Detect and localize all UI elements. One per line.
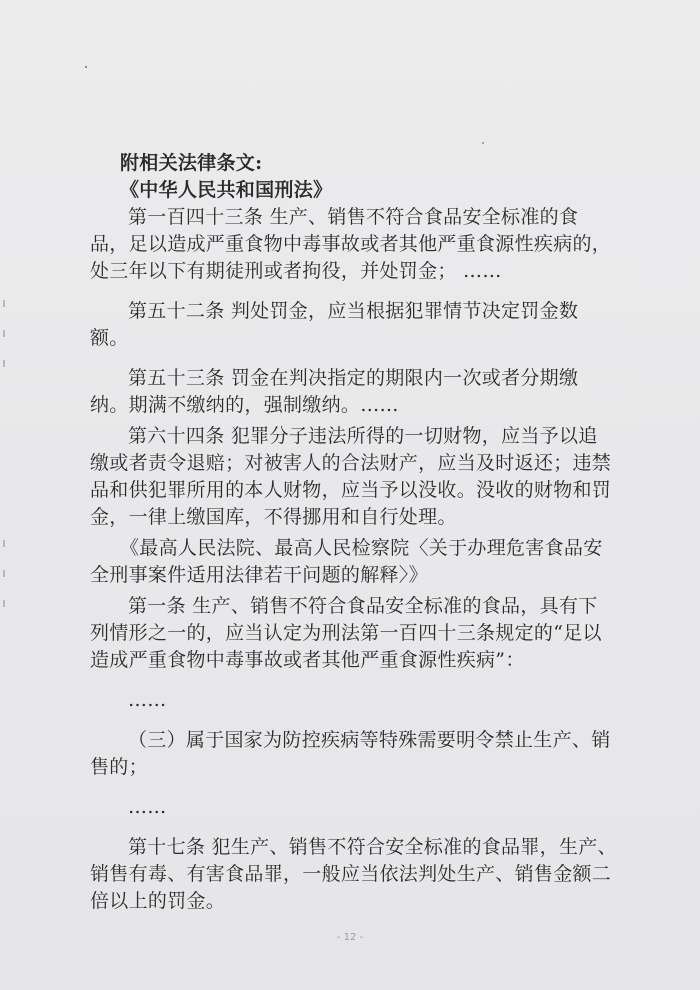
page-number: - 12 -: [336, 932, 364, 943]
paragraph-line: （三）属于国家为防控疾病等特殊需要明令禁止生产、销: [128, 729, 611, 751]
paragraph-line: 额。: [90, 327, 129, 349]
attachment-heading: 附相关法律条文:: [120, 152, 263, 174]
paragraph-line: 第一条 生产、销售不符合食品安全标准的食品，具有下: [128, 595, 598, 617]
article-17: [90, 834, 617, 915]
paragraph-line: 造成严重食物中毒事故或者其他严重食源性疾病”：: [90, 649, 525, 671]
paragraph-line: 金，一律上缴国库，不得挪用和自行处理。: [90, 506, 457, 528]
paragraph-line: 品和供犯罪所用的本人财物，应当予以没收。没收的财物和罚: [90, 479, 612, 501]
paragraph-line: 第十七条 犯生产、销售不符合安全标准的食品罪，生产、: [128, 836, 617, 858]
article-53: [90, 365, 590, 419]
paragraph-line: 纳。期满不缴纳的，强制缴纳。……: [90, 394, 399, 416]
article-1: [90, 593, 602, 674]
paragraph-line: 处三年以下有期徒刑或者拘役，并处罚金； ……: [90, 260, 502, 282]
scan-speck: [482, 142, 484, 144]
item-3: [90, 727, 611, 781]
paragraph-line: 第一百四十三条 生产、销售不符合食品安全标准的食: [128, 206, 579, 228]
document-body: [90, 150, 617, 915]
article-52: [90, 298, 590, 352]
paragraph-line: 第五十三条 罚金在判决指定的期限内一次或者分期缴: [128, 367, 579, 389]
article-143: [90, 204, 612, 285]
paragraph-line: 售的；: [90, 756, 148, 778]
paragraph-line: 第六十四条 犯罪分子违法所得的一切财物，应当予以追: [128, 425, 598, 447]
judicial-interpretation-title: [90, 535, 603, 589]
scan-speck: [85, 66, 87, 68]
criminal-law-title: 《中华人民共和国刑法》: [120, 179, 333, 201]
paragraph-line: 列情形之一的，应当认定为刑法第一百四十三条规定的“足以: [90, 622, 602, 644]
paragraph-line: 缴或者责令退赔；对被害人的合法财产，应当及时返还；违禁: [90, 452, 612, 474]
article-64: [90, 423, 612, 531]
paragraph-line: 《最高人民法院、最高人民检察院〈关于办理危害食品安: [120, 537, 603, 559]
paragraph-line: 品，足以造成严重食物中毒事故或者其他严重食源性疾病的，: [90, 233, 612, 255]
ellipsis: ……: [128, 796, 167, 818]
paragraph-line: 销售有毒、有害食品罪，一般应当依法判处生产、销售金额二: [90, 863, 612, 885]
paragraph-line: 全刑事案件适用法律若干问题的解释〉》: [90, 564, 428, 586]
paragraph-line: 第五十二条 判处罚金，应当根据犯罪情节决定罚金数: [128, 300, 579, 322]
ellipsis: ……: [128, 689, 167, 711]
paragraph-line: 倍以上的罚金。: [90, 890, 226, 912]
